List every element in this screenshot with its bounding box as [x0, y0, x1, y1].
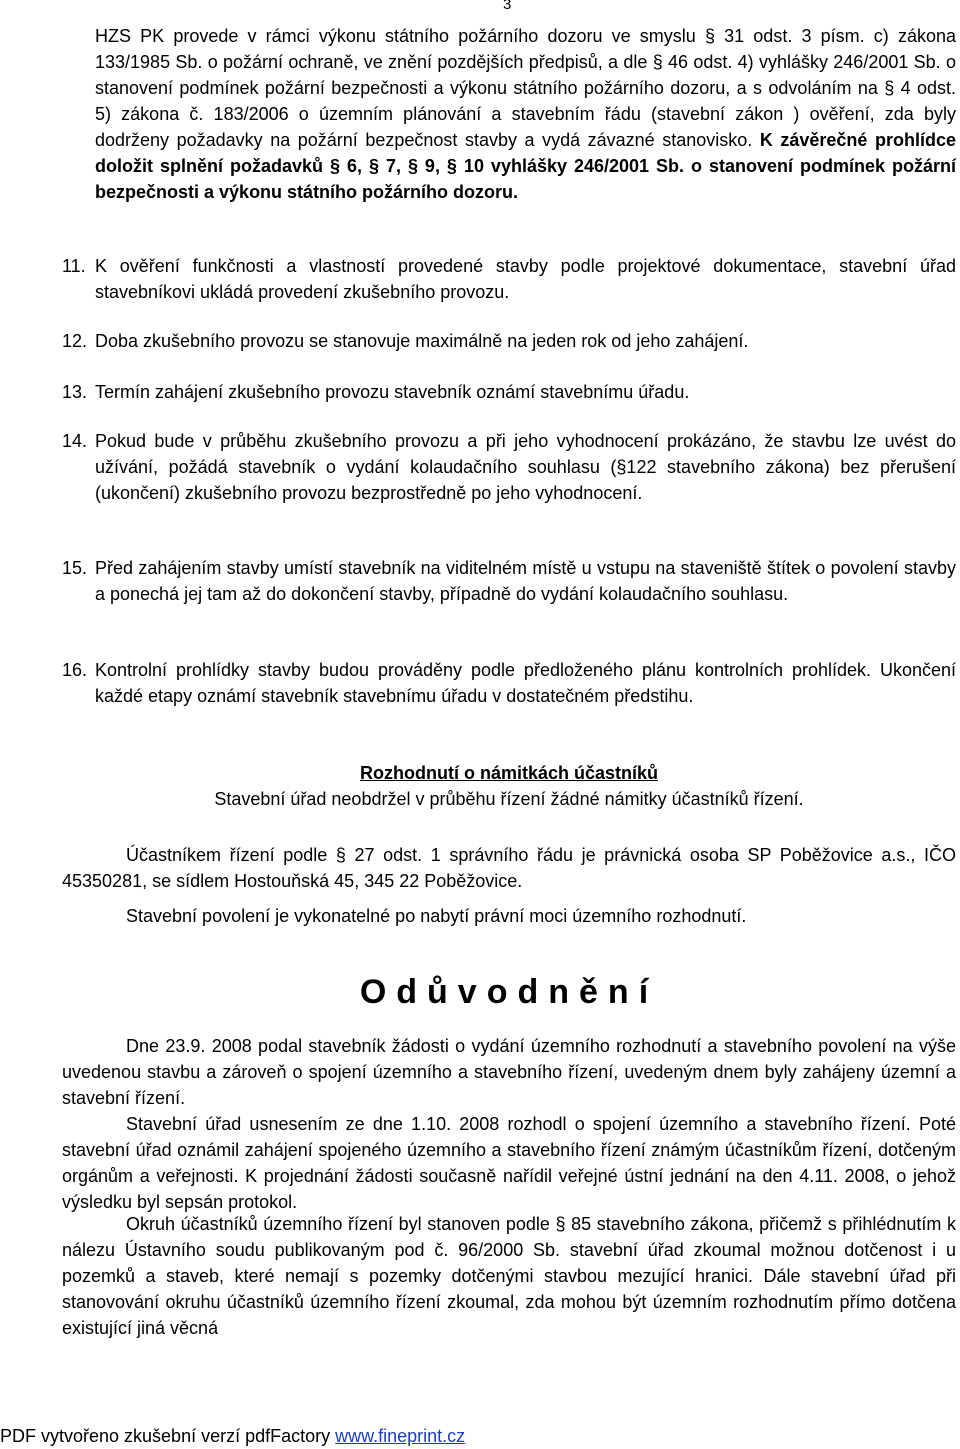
- condition-text: K ověření funkčnosti a vlastností provedené stavby podle projektové dokumentace, stavební úřad stavebníkovi ukládá provedení zkušebního provozu.: [95, 256, 956, 302]
- condition-text: Před zahájením stavby umístí stavebník na viditelném místě u vstupu na staveniště štítek o povolení stavby a ponechá jej tam až do dokončení stavby, případně do vydání kolaudačního souhlasu.: [95, 558, 956, 604]
- condition-text: Pokud bude v průběhu zkušebního provozu a při jeho vyhodnocení prokázáno, že stavbu lze uvést do užívání, požádá stavebník o vydání kolaudačního souhlasu (§122 stavebního zákona) bez přerušení (ukončení) zkušebního provozu bezprostředně po jeho vyhodnocení.: [95, 431, 956, 503]
- condition-number: 11.: [62, 256, 86, 276]
- intro-bold-text: K závěrečné prohlídce doložit splnění požadavků § 6, § 7, § 9, § 10 vyhlášky 246/2001 Sb. o stanovení podmínek požární bezpečnosti a výkonu státního požárního dozoru.: [95, 130, 956, 202]
- condition-text: Doba zkušebního provozu se stanovuje maximálně na jeden rok od jeho zahájení.: [95, 331, 749, 351]
- condition-number: 14.: [62, 431, 88, 451]
- objections-text: Stavební úřad neobdržel v průběhu řízení žádné námitky účastníků řízení.: [214, 789, 804, 809]
- condition-item: [62, 428, 956, 506]
- condition-number: 12.: [62, 331, 88, 351]
- condition-number: 16.: [62, 660, 88, 680]
- intro-text: HZS PK provede v rámci výkonu státního požárního dozoru ve smyslu § 31 odst. 3 písm. c) zákona 133/1985 Sb. o požární ochraně, ve znění pozdějších předpisů, a dle § 46 odst. 4) vyhlášky 246/2001 Sb. o stanovení podmínek požární bezpečnosti a výkonu státního požárního dozoru, a s odvoláním na § 4 odst. 5) zákona č. 183/2006 o územním plánování a stavebním řádu (stavební zákon ) ověření, zda byly dodrženy požadavky na požární bezpečnost stavby a vydá závazné stanovisko.: [95, 26, 956, 150]
- footer-text: PDF vytvořeno zkušební verzí pdfFactory: [0, 1426, 336, 1446]
- enforceable-paragraph: Stavební povolení je vykonatelné po nabytí právní moci územního rozhodnutí.: [126, 906, 747, 926]
- footer-link[interactable]: www.fineprint.cz: [335, 1426, 466, 1446]
- objections-heading: Rozhodnutí o námitkách účastníků: [359, 763, 659, 783]
- footer: [0, 1425, 465, 1447]
- condition-item: [62, 253, 956, 305]
- justification-paragraph: Stavební úřad usnesením ze dne 1.10. 2008 rozhodl o spojení územního a stavebního řízení. Poté stavební úřad oznámil zahájení spojeného územního a stavebního řízení známým účastníkům řízení, dotčeným orgánům a veřejnosti. K projednání žádosti současně nařídil veřejné ústní jednání na den 4.11. 2008, o jehož výsledku byl sepsán protokol.: [62, 1114, 956, 1212]
- participant-paragraph: Účastníkem řízení podle § 27 odst. 1 správního řádu je právnická osoba SP Poběžovice a.s., IČO 45350281, se sídlem Hostouňská 45, 345 22 Poběžovice.: [62, 845, 956, 891]
- page-number: 3: [503, 0, 512, 13]
- condition-item: [62, 555, 956, 607]
- condition-number: 15.: [62, 558, 88, 578]
- condition-number: 13.: [62, 382, 88, 402]
- condition-text: Kontrolní prohlídky stavby budou prováděny podle předloženého plánu kontrolních prohlídek. Ukončení každé etapy oznámí stavebník stavebnímu úřadu v dostatečném předstihu.: [95, 660, 956, 706]
- justification-paragraph: Dne 23.9. 2008 podal stavebník žádosti o vydání územního rozhodnutí a stavebního povolení na výše uvedenou stavbu a zároveň o spojení územního a stavebního řízení, uvedeným dnem byly zahájeny územní a stavební řízení.: [62, 1036, 956, 1108]
- condition-item: [62, 328, 956, 354]
- condition-item: [62, 657, 956, 709]
- justification-title: Odůvodnění: [359, 973, 659, 1011]
- intro-paragraph: [95, 23, 956, 205]
- condition-item: [62, 379, 956, 405]
- condition-text: Termín zahájení zkušebního provozu stavebník oznámí stavebnímu úřadu.: [95, 382, 690, 402]
- justification-paragraph: Okruh účastníků územního řízení byl stanoven podle § 85 stavebního zákona, přičemž s přihlédnutím k nálezu Ústavního soudu publikovaným pod č. 96/2000 Sb. stavební úřad zkoumal možnou dotčenost i u pozemků a staveb, které nemají s pozemky dotčenými stavbou mezující hranici. Dále stavební úřad při stanovování okruhu účastníků územního řízení zkoumal, zda mohou být územním rozhodnutím přímo dotčena existující jiná věcná: [62, 1214, 956, 1338]
